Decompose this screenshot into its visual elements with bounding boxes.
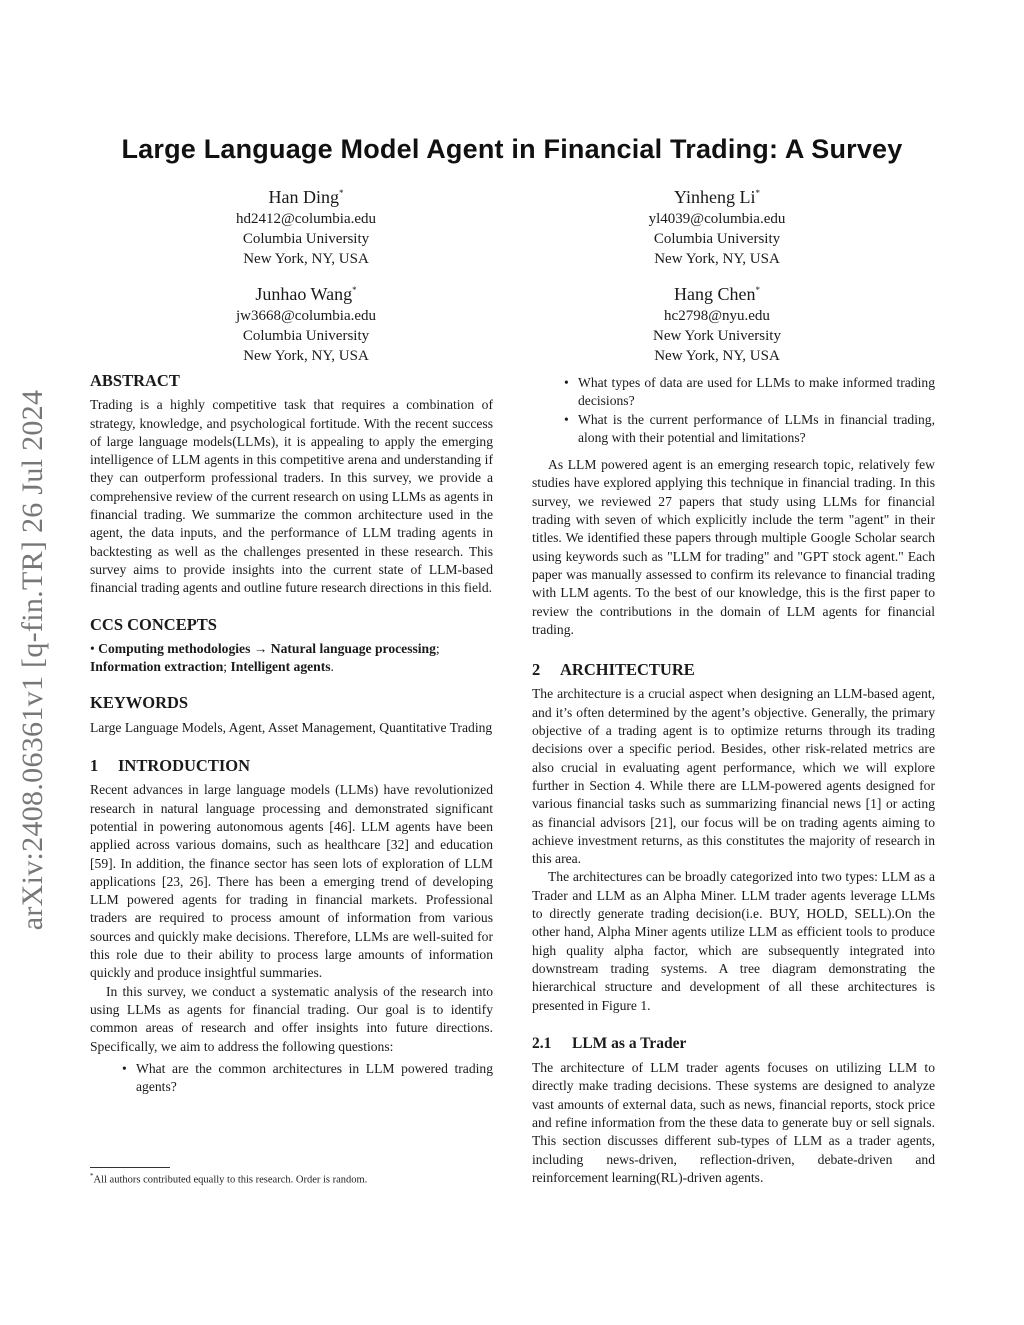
author-affiliation: Columbia University bbox=[653, 231, 781, 247]
abstract-text: Trading is a highly competitive task that requires a combination of strategy, knowledge, and psychological fortitude. With the recent success of large language models(LLMs), it is appealing to apply the emerging intelligence of LLM agents in this competitive arena and understanding if they can outperform professional traders. In this survey, we provide a comprehensive review of the current research on using LLMs as agents in financial trading. We summarize the common architecture used in the agent, the data inputs, and the performance of LLM trading agents in backtesting as well as the challenges presented in these research. This survey aims to provide insights into the current state of LLM-based financial trading agents and outline future research directions in this field. bbox=[90, 397, 493, 596]
research-questions bbox=[532, 374, 935, 447]
author-location: New York, NY, USA bbox=[654, 348, 780, 364]
equal-contribution-mark: * bbox=[755, 285, 760, 295]
equal-contribution-mark: * bbox=[755, 188, 760, 198]
equal-contribution-mark: * bbox=[352, 285, 357, 295]
author-location: New York, NY, USA bbox=[243, 251, 369, 267]
author-affiliation: Columbia University bbox=[242, 231, 370, 247]
right-column bbox=[532, 374, 935, 1187]
abstract-heading: ABSTRACT bbox=[90, 371, 180, 390]
list-item: • What types of data are used for LLMs to make informed trading decisions? bbox=[564, 375, 935, 409]
author-location: New York, NY, USA bbox=[243, 348, 369, 364]
author-email[interactable]: hd2412@columbia.edu bbox=[235, 211, 377, 227]
list-item: • What are the common architectures in LLM powered trading agents? bbox=[122, 1060, 493, 1095]
author-block bbox=[567, 278, 867, 366]
author-name: Hang Chen bbox=[674, 284, 756, 304]
author-affiliation: Columbia University bbox=[242, 328, 370, 344]
arxiv-sidebar bbox=[8, 350, 58, 970]
intro-paragraph: As LLM powered agent is an emerging research topic, relatively few studies have explored applying this technique in financial trading. In this survey, we reviewed 27 papers that study using LLMs for financial trading with seven of which explicitly include the term "agent" in their titles. We identified these papers through multiple Google Scholar search using keywords such as "LLM for trading" and "GPT stock agent." Each paper was manually assessed to confirm its relevance to financial trading with LLM agents. To the best of our knowledge, this is the first paper to review the contributions in the domain of LLM agents for financial trading. bbox=[532, 457, 935, 637]
keywords-text: Large Language Models, Agent, Asset Management, Quantitative Trading bbox=[90, 719, 493, 735]
subsection-heading-llm-as-trader: 2.1 LLM as a Trader bbox=[532, 1034, 687, 1052]
section-heading-architecture: 2 ARCHITECTURE bbox=[532, 660, 695, 680]
author-block bbox=[156, 181, 456, 269]
footnote-rule bbox=[90, 1167, 170, 1168]
left-column bbox=[90, 372, 493, 1096]
author-email[interactable]: jw3668@columbia.edu bbox=[235, 308, 377, 324]
author-block bbox=[567, 181, 867, 269]
author-name: Han Ding bbox=[268, 187, 339, 207]
architecture-paragraph: The architectures can be broadly categorized into two types: LLM as a Trader and LLM as an Alpha Miner. LLM trader agents leverage LLMs to directly generate trading decision(i.e. BUY, HOLD, SELL).On the other hand, Alpha Miner agents utilize LLM as efficient tools to produce high quality alpha factor, which are subsequently integrated into downstream trading systems. A tree diagram demonstrating the hierarchical structure and development of all these architectures is presented in Figure 1. bbox=[532, 869, 935, 1013]
intro-paragraph: In this survey, we conduct a systematic analysis of the research into using LLMs as agents for financial trading. Our goal is to identify common areas of research and offer insights into future directions. Specifically, we aim to address the following questions: bbox=[90, 983, 493, 1054]
intro-paragraph: Recent advances in large language models (LLMs) have revolutionized research in natural language processing and demonstrated significant potential in powering autonomous agents [46]. LLM agents have been applied across various domains, such as healthcare [32] and education [59]. In addition, the finance sector has seen lots of exploration of LLM applications [23, 26]. There has been a emerging trend of developing LLM powered agents for trading in financial markets. Professional traders are required to process amount of information from various sources and quickly make decisions. Therefore, LLMs are well-suited for this role due to their ability to process large amounts of information quickly and produce insightful summaries. bbox=[90, 782, 493, 981]
author-email[interactable]: yl4039@columbia.edu bbox=[648, 211, 786, 227]
keywords-heading: KEYWORDS bbox=[90, 693, 189, 713]
author-name: Junhao Wang bbox=[255, 284, 353, 304]
list-item: • What is the current performance of LLMs in financial trading, along with their potential and limitations? bbox=[564, 411, 935, 445]
trader-paragraph: The architecture of LLM trader agents focuses on utilizing LLM to directly make trading decisions. These systems are designed to analyze vast amounts of external data, such as news, financial reports, stock price and refine information from the these data to generate buy or sell signals. This section discusses different sub-types of LLM as a trader agents, including news-driven, reflection-driven, debate-driven and reinforcement learning(RL)-driven agents. bbox=[532, 1060, 935, 1185]
architecture-paragraph: The architecture is a crucial aspect when designing an LLM-based agent, and it’s often determined by the agent’s objective. Generally, the primary objective of a trading agent is to optimize returns through its trading decisions over a specific period. Besides, other risk-related metrics are also crucial in evaluating agent performance, which we will explore further in Section 4. While there are LLM-powered agents designed for various financial tasks such as summarizing financial news [1] or acting as financial advisors [21], our focus will be on trading agents aiming to achieve investment returns, as this constitutes the majority of research in this area. bbox=[532, 686, 935, 867]
footnote: *All authors contributed equally to this research. Order is random. bbox=[90, 1172, 368, 1186]
author-location: New York, NY, USA bbox=[654, 251, 780, 267]
author-affiliation: New York University bbox=[653, 328, 781, 344]
arxiv-stamp: arXiv:2408.06361v1 [q-fin.TR] 26 Jul 2024 bbox=[16, 389, 49, 931]
author-email[interactable]: hc2798@nyu.edu bbox=[664, 308, 770, 324]
author-block bbox=[156, 278, 456, 366]
equal-contribution-mark: * bbox=[339, 188, 344, 198]
ccs-concepts: • Computing methodologies → Natural language processing; Information extraction; Intelligent agents. bbox=[90, 640, 440, 675]
section-heading-introduction: 1 INTRODUCTION bbox=[90, 756, 251, 776]
author-name: Yinheng Li bbox=[674, 187, 756, 207]
research-questions bbox=[90, 1060, 493, 1097]
ccs-heading: CCS CONCEPTS bbox=[90, 614, 217, 634]
paper-title: Large Language Model Agent in Financial Trading: A Survey bbox=[121, 134, 903, 164]
